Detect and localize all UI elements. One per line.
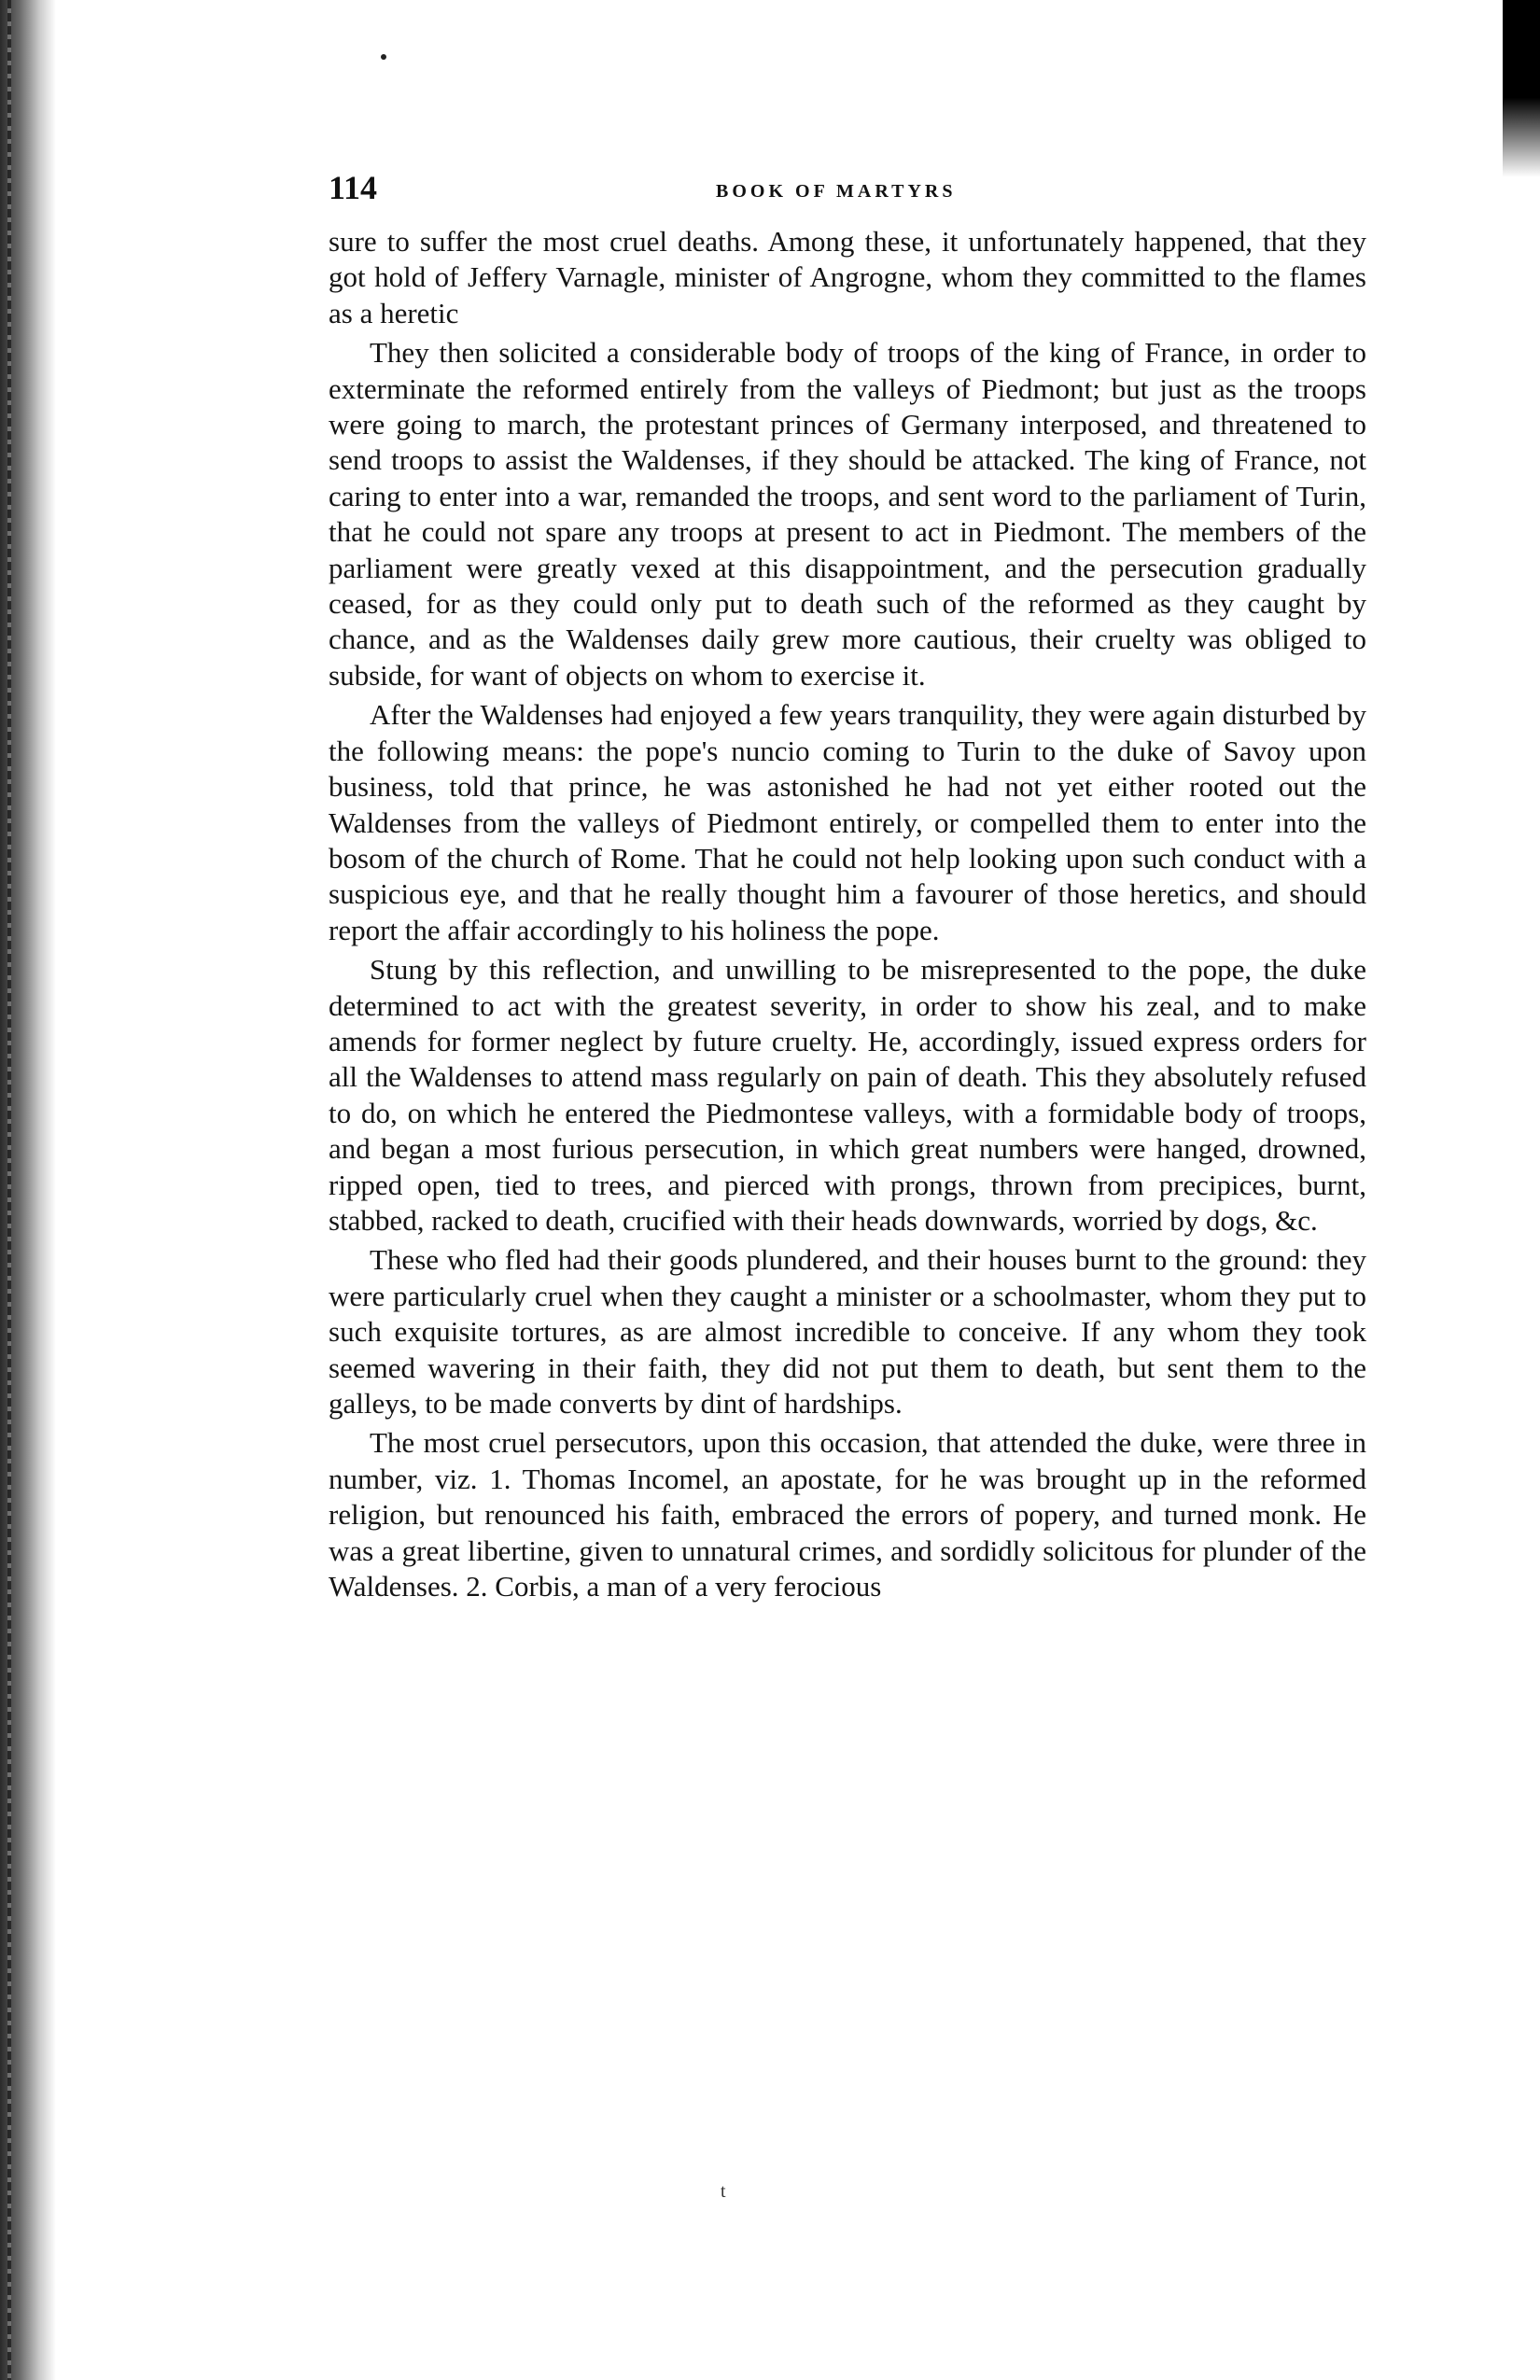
speck-mark (381, 54, 386, 60)
running-title: BOOK OF MARTYRS (716, 181, 957, 202)
paragraph: The most cruel persecutors, upon this occasion, that attended the duke, were three in number, viz. 1. Thomas Incomel, an apostate, for he was brought up in the reformed religion, but renounced his faith, embraced the errors of popery, and turned monk. He was a great libertine, given to unnatural crimes, and sordidly solicitous for plunder of the Waldenses. 2. Corbis, a man of a very ferocious (329, 1426, 1366, 1603)
paragraph: sure to suffer the most cruel deaths. Among these, it unfortunately happened, that they got hold of Jeffery Varnagle, minister of Angrogne, whom they committed to the flames as a heretic (329, 225, 1366, 329)
page-number: 114 (329, 169, 378, 206)
paragraph: Stung by this reflection, and unwilling to be misrepresented to the pope, the duke determined to act with the greatest severity, in order to show his zeal, and to make amends for former neglect by future cruelty. He, accordingly, issued express orders for all the Waldenses to attend mass regularly on pain of death. This they absolutely refused to do, on which he entered the Piedmontese valleys, with a formidable body of troops, and began a most furious persecution, in which great numbers were hanged, drowned, ripped open, tied to trees, and pierced with prongs, thrown from precipices, burnt, stabbed, racked to death, crucified with their heads downwards, worried by dogs, &c. (329, 953, 1366, 1237)
body-text (329, 224, 1366, 1608)
paragraph: These who fled had their goods plundered, and their houses burnt to the ground: they were particularly cruel when they caught a minister or a schoolmaster, whom they put to such exquisite tortures, as are almost incredible to conceive. If any whom they took seemed wavering in their faith, they did not put them to death, but sent them to the galleys, to be made converts by dint of hardships. (329, 1243, 1366, 1420)
page-header (329, 168, 1365, 220)
footer-mark: t (721, 2181, 726, 2202)
paragraph: After the Waldenses had enjoyed a few years tranquility, they were again disturbed by the following means: the pope's nuncio coming to Turin to the duke of Savoy upon business, told that prince, he was astonished he had not yet either rooted out the Waldenses from the valleys of Piedmont entirely, or compelled them to enter into the bosom of the church of Rome. That he could not help looking upon such conduct with a suspicious eye, and that he really thought him a favourer of those heretics, and should report the affair accordingly to his holiness the pope. (329, 698, 1366, 946)
page-gutter-shadow (0, 0, 56, 2380)
scan-corner-shadow (1503, 0, 1540, 177)
paragraph: They then solicited a considerable body of troops of the king of France, in order to exterminate the reformed entirely from the valleys of Piedmont; but just as the troops were going to march, the protestant princes of Germany interposed, and threatened to send troops to assist the Waldenses, if they should be attacked. The king of France, not caring to enter into a war, remanded the troops, and sent word to the parliament of Turin, that he could not spare any troops at present to act in Piedmont. The members of the parliament were greatly vexed at this disappointment, and the persecution gradually ceased, for as they could only put to death such of the reformed as they caught by chance, and as the Waldenses daily grew more cautious, their cruelty was obliged to subside, for want of objects on whom to exercise it. (329, 336, 1366, 692)
